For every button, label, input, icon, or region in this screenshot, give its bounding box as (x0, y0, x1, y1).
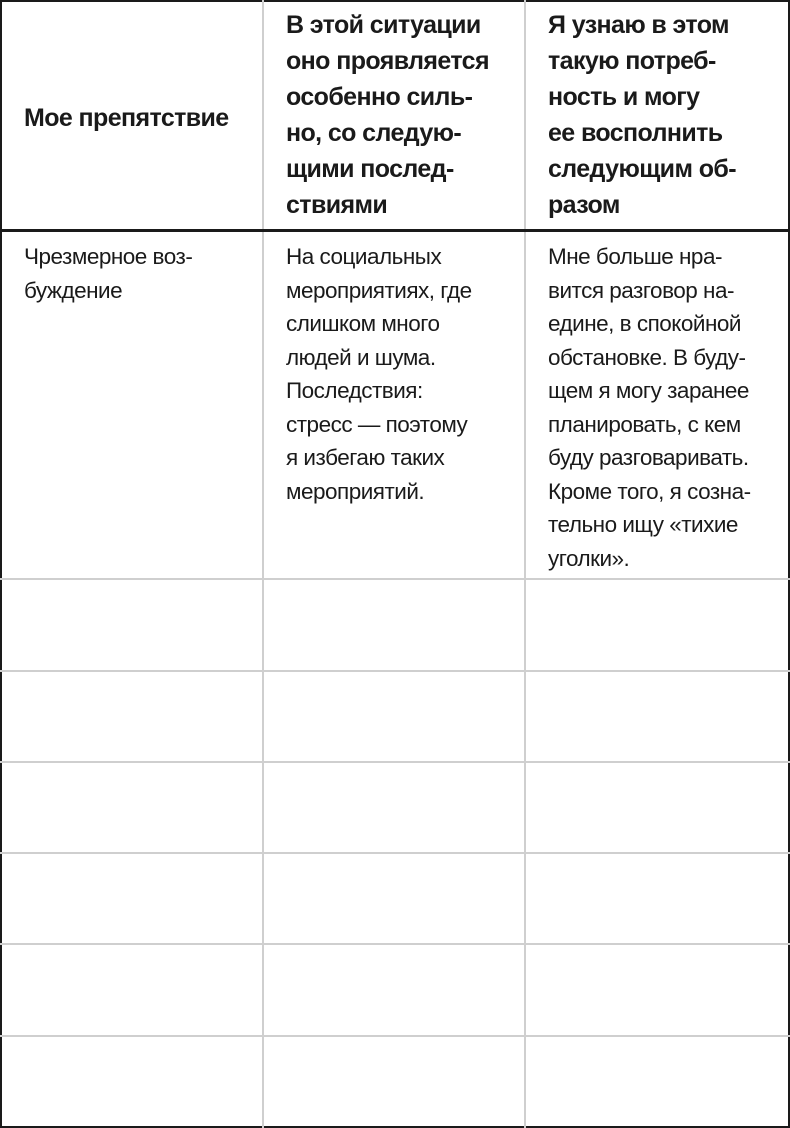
table-cell-situation: На социальных мероприятиях, где слишком много людей и шума. Последствия: стресс — поэтому я избегаю таких мероприятий. (286, 244, 472, 504)
header-situation-consequences: В этой ситуации оно проявляется особенно силь- но, со следую- щими послед- ствиями (286, 11, 489, 219)
header-obstacle: Мое препятствие (24, 104, 229, 132)
empty-cell[interactable] (264, 945, 524, 1033)
empty-cell[interactable] (264, 763, 524, 851)
empty-cell[interactable] (526, 763, 788, 851)
empty-cell[interactable] (526, 854, 788, 942)
empty-cell[interactable] (526, 672, 788, 760)
empty-cell[interactable] (264, 1037, 524, 1125)
empty-cell[interactable] (264, 672, 524, 760)
table-cell-obstacle: Чрезмерное воз- буждение (24, 244, 193, 303)
empty-cell[interactable] (526, 1037, 788, 1125)
empty-cell[interactable] (526, 945, 788, 1033)
empty-cell[interactable] (264, 854, 524, 942)
header-divider (0, 229, 790, 232)
empty-cell[interactable] (264, 580, 524, 668)
empty-cell[interactable] (2, 763, 262, 851)
empty-cell[interactable] (526, 580, 788, 668)
table-cell-need: Мне больше нра- вится разговор на- едине, в спокойной обстановке. В буду- щем я могу заранее планировать, с кем буду разговаривать. Кроме того, я созна- тельно ищу «тихие уголки». (548, 244, 751, 571)
empty-cell[interactable] (2, 672, 262, 760)
header-need-fulfillment: Я узнаю в этом такую потреб- ность и могу ее восполнить следующим об- разом (548, 11, 736, 219)
empty-cell[interactable] (2, 580, 262, 668)
empty-cell[interactable] (2, 945, 262, 1033)
empty-cell[interactable] (2, 854, 262, 942)
empty-cell[interactable] (2, 1037, 262, 1125)
